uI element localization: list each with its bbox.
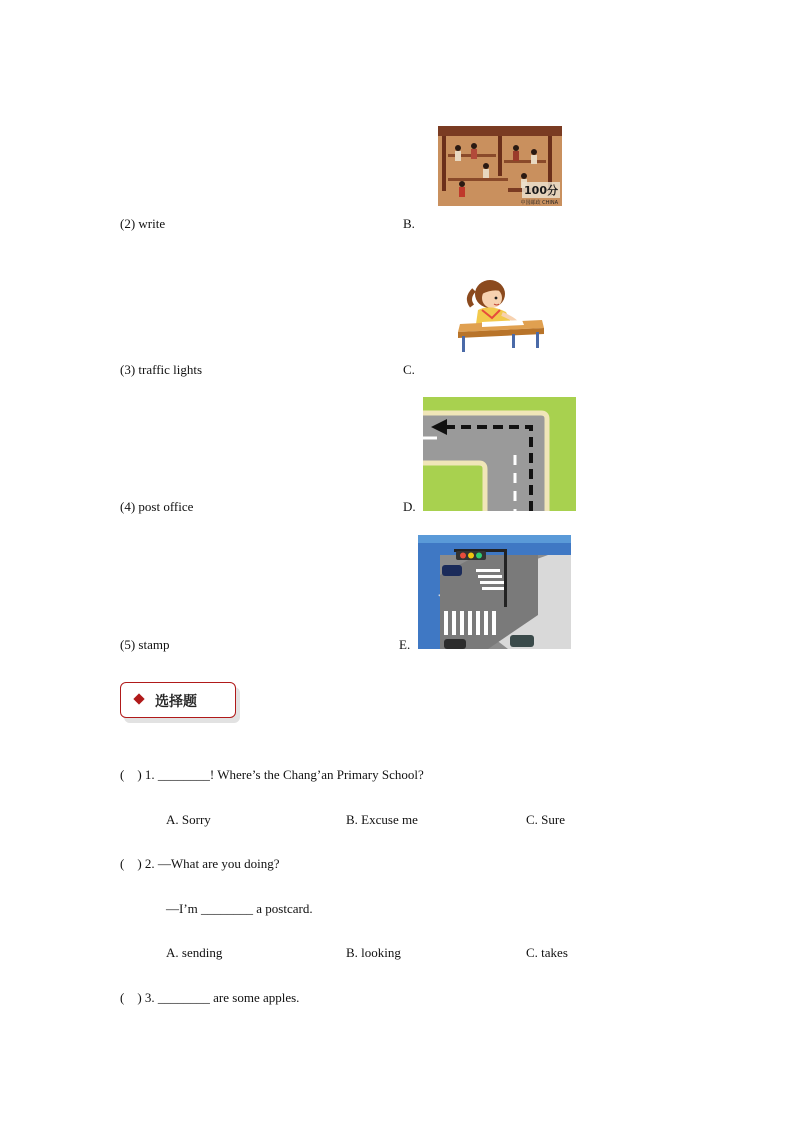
question-2-option-b[interactable]: B. looking <box>346 945 401 960</box>
question-1-option-a[interactable]: A. Sorry <box>166 812 211 827</box>
question-2-reply: —I’m ________ a postcard. <box>166 901 313 916</box>
match-letter-c: C. <box>403 362 415 377</box>
question-1-stem: ( ) 1. ________! Where’s the Chang’an Primary School? <box>120 767 424 782</box>
stamp-country-text: 中国邮政 CHINA <box>520 200 558 206</box>
road-turn-picture <box>423 397 576 511</box>
diamond-icon <box>133 693 144 704</box>
stamp-picture <box>438 126 562 206</box>
section-title: 选择题 <box>155 694 197 710</box>
question-2-option-a[interactable]: A. sending <box>166 945 223 960</box>
question-1-option-c[interactable]: C. Sure <box>526 812 565 827</box>
match-item-post-office: (4) post office <box>120 499 194 514</box>
match-letter-d: D. <box>403 499 416 514</box>
question-2-option-c[interactable]: C. takes <box>526 945 568 960</box>
question-2-stem: ( ) 2. —What are you doing? <box>120 856 280 871</box>
match-letter-b: B. <box>403 216 415 231</box>
traffic-lights-illustration <box>418 535 571 649</box>
match-letter-e: E. <box>399 637 411 652</box>
match-item-write: (2) write <box>120 216 166 231</box>
girl-writing-illustration <box>452 276 546 354</box>
match-item-traffic-lights: (3) traffic lights <box>120 362 203 377</box>
question-1-option-b[interactable]: B. Excuse me <box>346 812 418 827</box>
question-3-stem: ( ) 3. ________ are some apples. <box>120 990 300 1005</box>
traffic-lights-picture <box>418 535 571 649</box>
stamp-value-text: 100分 <box>524 184 558 197</box>
girl-writing-picture <box>452 276 546 354</box>
road-turn-illustration <box>423 397 576 511</box>
match-item-stamp: (5) stamp <box>120 637 170 652</box>
section-header-choice <box>120 682 236 718</box>
